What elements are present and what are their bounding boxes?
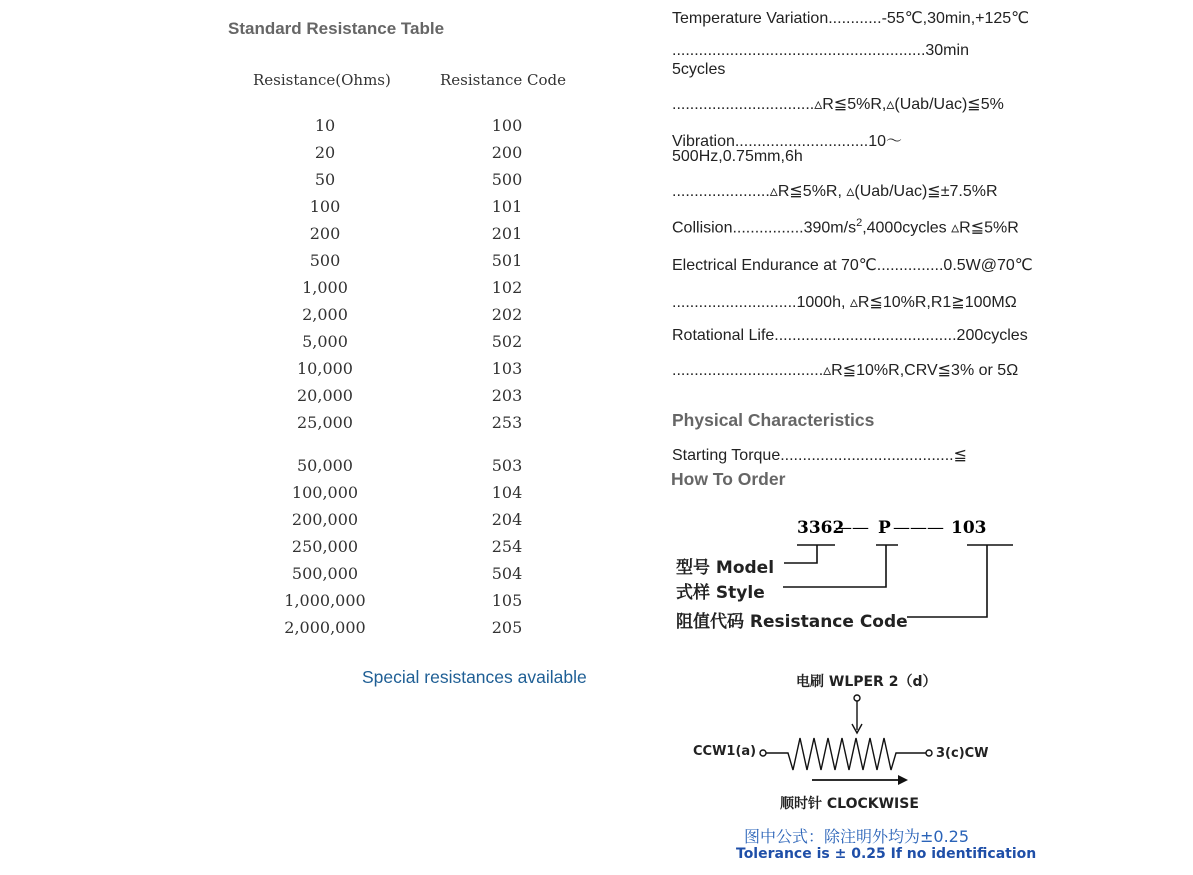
- resistance-value: 100,000: [291, 483, 359, 502]
- resistance-code-value: 100: [491, 116, 523, 135]
- resistance-value: 20: [314, 143, 336, 162]
- physical-characteristics-title: Physical Characteristics: [672, 410, 875, 430]
- schematic-clockwise-label: 顺时针 CLOCKWISE: [780, 796, 919, 812]
- resistance-code-value: 202: [491, 305, 523, 324]
- column-header-code: Resistance Code: [440, 71, 567, 89]
- resistance-code-value: 103: [491, 359, 523, 378]
- resistance-value: 2,000: [302, 305, 348, 324]
- resistance-code-value: 254: [491, 537, 523, 556]
- order-label-model: 型号 Model: [676, 558, 775, 578]
- resistance-code-value: 500: [491, 170, 523, 189]
- order-code-dash-1: ——: [835, 518, 869, 538]
- spec-temperature-result: ................................▵R≦5%R,▵(Uab/Uac)≦5%: [672, 96, 1004, 113]
- resistance-value: 10: [314, 116, 336, 135]
- resistance-value: 2,000,000: [284, 618, 366, 637]
- spec-temperature-duration: .........................................................30min: [672, 42, 969, 59]
- resistance-value: 100: [309, 197, 341, 216]
- spec-collision-result: ,4000cycles ▵R≦5%R: [862, 219, 1019, 237]
- tolerance-note-english: Tolerance is ± 0.25 If no identification: [736, 846, 1037, 862]
- potentiometer-schematic: [760, 695, 932, 780]
- spec-rotational-result: ..................................▵R≦10%R,CRV≦3% or 5Ω: [672, 362, 1019, 379]
- resistance-value: 50,000: [297, 456, 353, 475]
- spec-starting-torque: Starting Torque.......................................≦: [672, 447, 967, 464]
- resistance-code-value: 200: [491, 143, 523, 162]
- clockwise-arrow-head: [898, 775, 908, 785]
- resistance-value: 50: [314, 170, 336, 189]
- resistance-code-value: 504: [491, 564, 523, 583]
- spec-vibration-result: ......................▵R≦5%R, ▵(Uab/Uac)≦±7.5%R: [672, 183, 998, 200]
- order-code-resistance: 103: [951, 518, 987, 538]
- resistance-code-value: 102: [491, 278, 523, 297]
- order-code-model: 3362: [797, 518, 845, 538]
- how-to-order-title: How To Order: [671, 469, 786, 489]
- spec-collision-text: Collision................390m/s: [672, 219, 857, 237]
- resistance-code-value: 253: [491, 413, 523, 432]
- spec-temperature-variation: Temperature Variation............-55℃,30min,+125℃: [672, 10, 1030, 27]
- spec-endurance-result: ............................1000h, ▵R≦10%R,R1≧100MΩ: [672, 294, 1017, 311]
- resistance-code-value: 203: [491, 386, 523, 405]
- resistance-code-value: 204: [491, 510, 523, 529]
- order-label-style: 式样 Style: [676, 583, 765, 603]
- resistance-code-value: 101: [491, 197, 523, 216]
- schematic-ccw-label: CCW1(a): [693, 744, 757, 759]
- resistance-code-value: 501: [491, 251, 523, 270]
- resistance-value: 10,000: [297, 359, 353, 378]
- resistance-value: 500: [309, 251, 341, 270]
- order-label-resistance-code: 阻值代码 Resistance Code: [676, 612, 908, 632]
- resistance-code-value: 105: [491, 591, 523, 610]
- spec-temperature-cycles: 5cycles: [672, 61, 726, 78]
- order-code-dash-2: ———: [893, 518, 944, 538]
- resistance-code-value: 502: [491, 332, 523, 351]
- order-code-style: P: [878, 518, 891, 538]
- resistance-code-value: 205: [491, 618, 523, 637]
- schematic-cw-label: 3(c)CW: [936, 746, 989, 761]
- spec-vibration-params: 500Hz,0.75mm,6h: [672, 148, 803, 165]
- resistance-value: 5,000: [302, 332, 348, 351]
- column-header-resistance: Resistance(Ohms): [253, 71, 391, 89]
- resistance-value: 500,000: [291, 564, 359, 583]
- resistance-code-value: 503: [491, 456, 523, 475]
- resistance-value: 1,000: [302, 278, 348, 297]
- spec-collision-superscript: 2: [856, 217, 863, 229]
- resistance-value: 250,000: [291, 537, 359, 556]
- resistance-code-value: 104: [491, 483, 523, 502]
- special-resistances-note: Special resistances available: [362, 667, 587, 687]
- spec-rotational-life: Rotational Life.........................................200cycles: [672, 327, 1028, 344]
- resistance-code-value: 201: [491, 224, 523, 243]
- resistance-value: 20,000: [297, 386, 353, 405]
- resistance-table-title: Standard Resistance Table: [228, 19, 445, 38]
- schematic-wiper-label: 电刷 WLPER 2（d）: [796, 674, 937, 690]
- resistance-value: 25,000: [297, 413, 353, 432]
- tolerance-note-chinese: 图中公式：除注明外均为±0.25: [744, 827, 970, 846]
- diagrams-panel: [660, 500, 1060, 870]
- spec-vibration: Vibration..............................10～: [672, 133, 903, 150]
- spec-electrical-endurance: Electrical Endurance at 70℃...............0.5W@70℃: [672, 257, 1033, 274]
- resistance-value: 200,000: [291, 510, 359, 529]
- resistance-value: 1,000,000: [284, 591, 366, 610]
- resistance-value: 200: [309, 224, 341, 243]
- spec-collision: [672, 217, 1019, 237]
